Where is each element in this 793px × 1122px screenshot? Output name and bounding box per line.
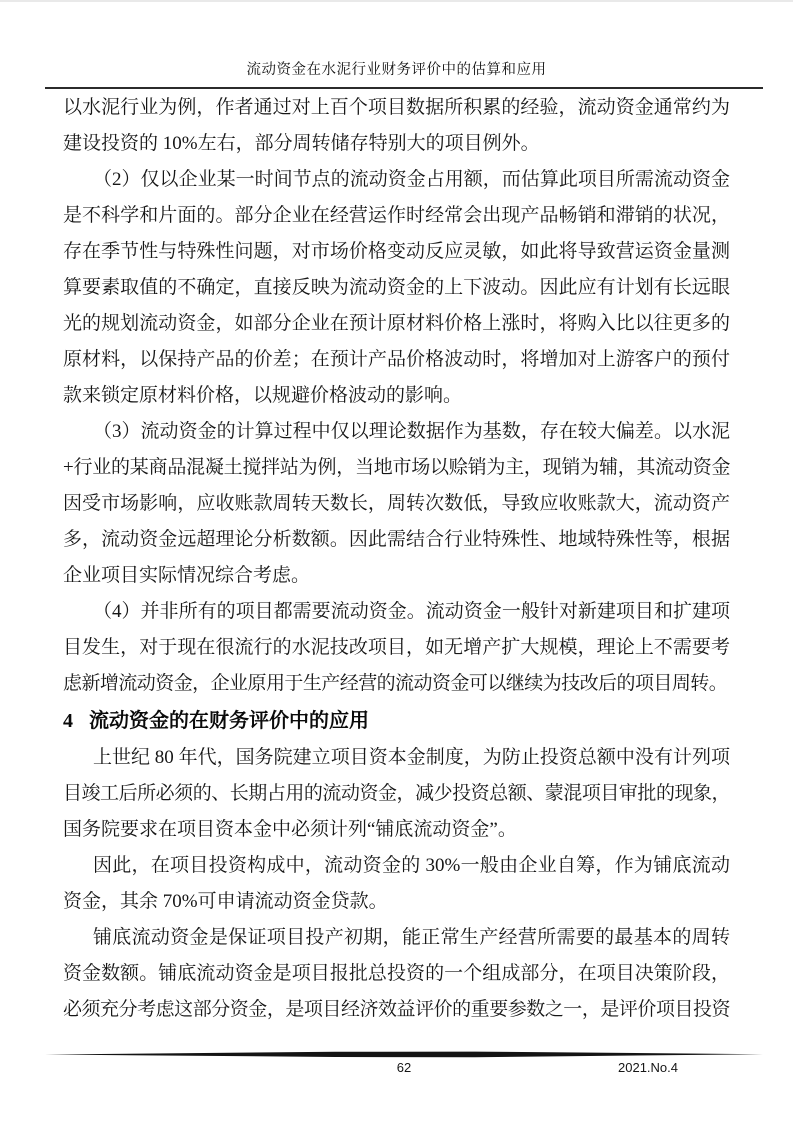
text-line: 多，流动资金远超理论分析数额。因此需结合行业特殊性、地域特殊性等，根据 [63,529,730,550]
text-line: （2）仅以企业某一时间节点的流动资金占用额，而估算此项目所需流动资金 [93,169,730,190]
text-line: （4）并非所有的项目都需要流动资金。流动资金一般针对新建项目和扩建项 [93,601,730,622]
text-line: +行业的某商品混凝土搅拌站为例，当地市场以赊销为主，现销为辅，其流动资金 [63,457,730,478]
text-line: 资金，其余 70%可申请流动资金贷款。 [63,891,388,912]
text-line: 因此，在项目投资构成中，流动资金的 30%一般由企业自筹，作为铺底流动 [93,855,730,876]
body-text [63,90,730,1028]
text-line: （3）流动资金的计算过程中仅以理论数据作为基数，存在较大偏差。以水泥 [93,421,730,442]
section-heading [63,702,730,740]
running-header-title: 流动资金在水泥行业财务评价中的估算和应用 [246,62,547,78]
text-line: 因受市场影响，应收账款周转天数长，周转次数低，导致应收账款大，流动资产 [63,493,730,514]
text-line: 建设投资的 10%左右，部分周转储存特别大的项目例外。 [63,133,540,154]
page-number: 62 [396,1060,412,1075]
text-line: 款来锁定原材料价格，以规避价格波动的影响。 [63,385,463,406]
footer-rule [45,1051,763,1058]
text-line: 是不科学和片面的。部分企业在经营运作时经常会出现产品畅销和滞销的状况， [63,205,730,226]
text-line: 目发生，对于现在很流行的水泥技改项目，如无增产扩大规模，理论上不需要考 [63,637,730,658]
header-rule [45,87,763,89]
text-line: 光的规划流动资金，如部分企业在预计原材料价格上涨时，将购入比以往更多的 [63,313,730,334]
text-line: 算要素取值的不确定，直接反映为流动资金的上下波动。因此应有计划有长远眼 [63,277,730,298]
text-line: 资金数额。铺底流动资金是项目报批总投资的一个组成部分，在项目决策阶段， [63,963,730,984]
text-line: 必须充分考虑这部分资金，是项目经济效益评价的重要参数之一，是评价项目投资 [63,999,730,1020]
section-title: 流动资金的在财务评价中的应用 [89,710,369,732]
text-line: 存在季节性与特殊性问题，对市场价格变动反应灵敏，如此将导致营运资金量测 [63,241,730,262]
text-line: 企业项目实际情况综合考虑。 [63,565,311,586]
text-line: 国务院要求在项目资本金中必须计列“铺底流动资金”。 [63,819,517,840]
text-line: 上世纪 80 年代，国务院建立项目资本金制度，为防止投资总额中没有计列项 [93,747,730,768]
text-line: 目竣工后所必须的、长期占用的流动资金，减少投资总额、蒙混项目审批的现象， [63,783,730,804]
issue-label: 2021.No.4 [618,1060,678,1075]
section-number: 4 [63,710,73,732]
text-line: 虑新增流动资金，企业原用于生产经营的流动资金可以继续为技改后的项目周转。 [63,673,728,694]
text-line: 原材料，以保持产品的价差；在预计产品价格波动时，将增加对上游客户的预付 [63,349,730,370]
text-line: 以水泥行业为例，作者通过对上百个项目数据所积累的经验，流动资金通常约为 [63,97,730,118]
text-line: 铺底流动资金是保证项目投产初期，能正常生产经营所需要的最基本的周转 [93,927,730,948]
